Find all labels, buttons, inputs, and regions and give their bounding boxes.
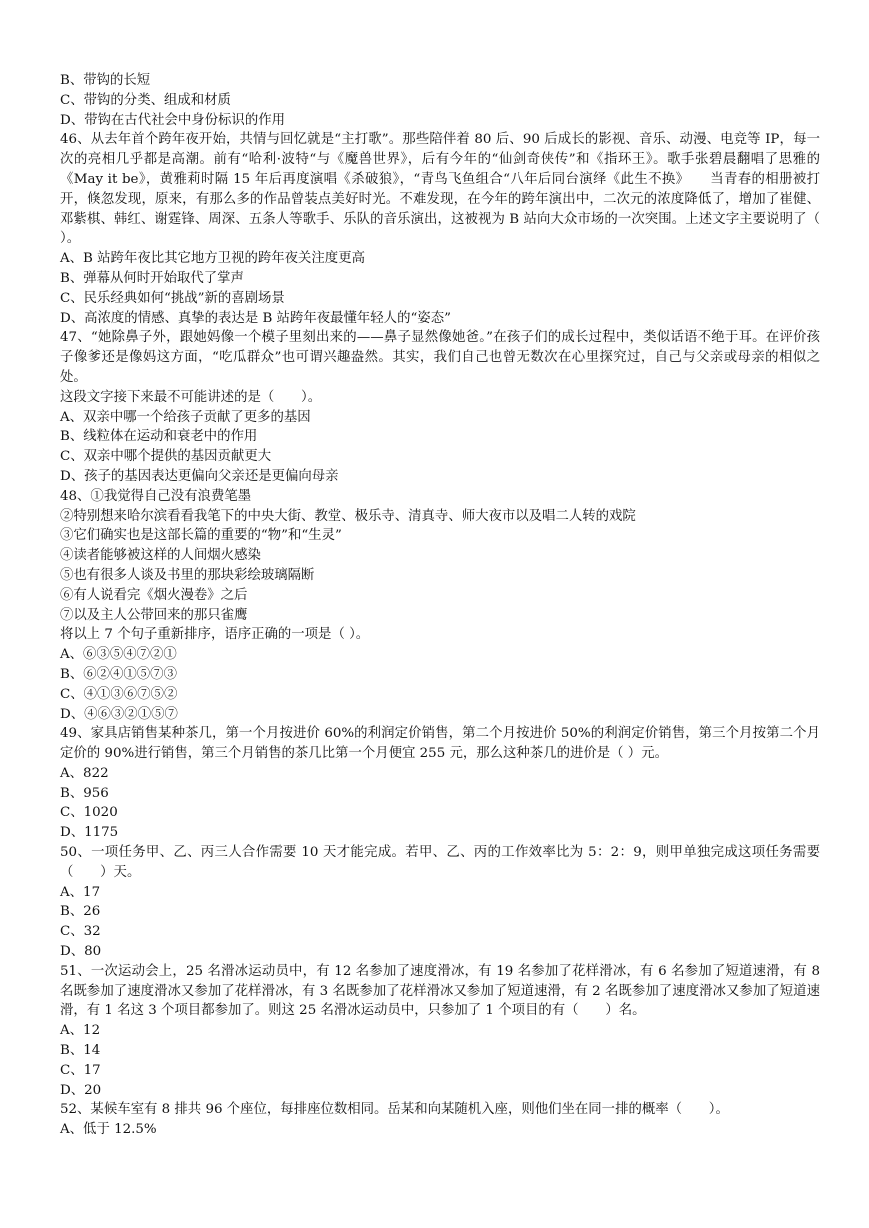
- q50-option-b: B、26: [60, 904, 101, 920]
- q47-stem: 47、“她除鼻子外，跟她妈像一个模子里刻出来的——鼻子显然像她爸。”在孩子们的成长过程中，类似话语不绝于耳。在评价孩子像爹还是像妈这方面，“吃瓜群众”也可谓兴趣盎然。其实，我们自己也曾无数次在心里探究过，自己与父亲或母亲的相似之处。: [60, 330, 820, 385]
- q46-option-c: C、民乐经典如何“挑战”新的喜剧场景: [60, 290, 285, 306]
- q48-sentence-7: ⑦以及主人公带回来的那只雀鹰: [60, 607, 248, 623]
- q49-option-b: B、956: [60, 785, 109, 801]
- q52-stem: 52、某候车室有 8 排共 96 个座位，每排座位数相同。岳某和向某随机入座，则他们坐在同一排的概率（ ）。: [60, 1102, 729, 1118]
- q49-stem: 49、家具店销售某种茶几，第一个月按进价 60%的利润定价销售，第二个月按进价 50%的利润定价销售，第三个月按第二个月定价的 90%进行销售，第三个月销售的茶几比第一个月便宜 255 元，那么这种茶几的进价是（ ）元。: [60, 726, 820, 762]
- document-page: [60, 71, 820, 1140]
- q48-option-b: B、⑥②④①⑤⑦③: [60, 666, 177, 682]
- q47-option-c: C、双亲中哪个提供的基因贡献更大: [60, 449, 272, 465]
- q48-sentence-1: 48、①我觉得自己没有浪费笔墨: [60, 488, 252, 504]
- q51-option-a: A、12: [60, 1023, 101, 1039]
- q49-option-c: C、1020: [60, 805, 118, 821]
- q45-option-d: D、带钩在古代社会中身份标识的作用: [60, 112, 285, 128]
- q48-sentence-6: ⑥有人说看完《烟火漫卷》之后: [60, 587, 248, 603]
- q50-stem: 50、一项任务甲、乙、丙三人合作需要 10 天才能完成。若甲、乙、丙的工作效率比为 5：2：9，则甲单独完成这项任务需要（ ）天。: [60, 845, 820, 880]
- q48-option-c: C、④①③⑥⑦⑤②: [60, 686, 178, 702]
- q45-option-c: C、带钩的分类、组成和材质: [60, 92, 231, 108]
- q48-sentence-5: ⑤也有很多人谈及书里的那块彩绘玻璃隔断: [60, 567, 315, 583]
- q47-option-d: D、孩子的基因表达更偏向父亲还是更偏向母亲: [60, 468, 339, 484]
- q51-stem: 51、一次运动会上，25 名滑冰运动员中，有 12 名参加了速度滑冰，有 19 名参加了花样滑冰，有 6 名参加了短道速滑，有 8 名既参加了速度滑冰又参加了花样滑冰，有 3 名既参加了花样滑冰又参加了短道速滑，有 2 名既参加了速度滑冰又参加了短道速滑，有 1 名这 3 个项目都参加了。则这 25 名滑冰运动员中，只参加了 1 个项目的有（ ）名。: [60, 963, 820, 1019]
- q47-question: 这段文字接下来最不可能讲述的是（ ）。: [60, 389, 322, 405]
- q45-option-b: B、带钩的长短: [60, 73, 151, 88]
- q46-option-d: D、高浓度的情感、真挚的表达是 B 站跨年夜最懂年轻人的“姿态”: [60, 310, 451, 326]
- q47-option-b: B、线粒体在运动和衰老中的作用: [60, 429, 258, 445]
- q48-sentence-4: ④读者能够被这样的人间烟火感染: [60, 548, 261, 564]
- q48-option-a: A、⑥③⑤④⑦②①: [60, 647, 177, 663]
- q48-sentence-3: ③它们确实也是这部长篇的重要的“物”和“生灵”: [60, 528, 342, 544]
- q51-option-c: C、17: [60, 1062, 101, 1078]
- q46-stem: 46、从去年首个跨年夜开始，共情与回忆就是“主打歌”。那些陪伴着 80 后、90 后成长的影视、音乐、动漫、电竞等 IP，每一次的亮相几乎都是高潮。前有“哈利·波特“与《魔兽世界》，后有今年的“仙剑奇侠传”和《指环王》。歌手张碧晨翻唱了思雅的《May it be》，黄雅莉时隔 15 年后再度演唱《杀破狼》，“青鸟飞鱼组合“八年后同台演绎《此生不换》 当青春的相册被打开，倏忽发现，原来，有那么多的作品曾装点美好时光。不难发现，在今年的跨年演出中，二次元的浓度降低了，增加了崔健、邓紫棋、韩红、谢霆锋、周深、五条人等歌手、乐队的音乐演出，这被视为 B 站向大众市场的一次突围。上述文字主要说明了（ ）。: [60, 132, 820, 247]
- q46-option-b: B、弹幕从何时开始取代了掌声: [60, 270, 244, 286]
- q51-option-b: B、14: [60, 1043, 101, 1059]
- q48-option-d: D、④⑥③②①⑤⑦: [60, 706, 178, 722]
- q52-option-a: A、低于 12.5%: [60, 1122, 157, 1138]
- q48-question: 将以上 7 个句子重新排序，语序正确的一项是（ ）。: [60, 627, 370, 643]
- q50-option-c: C、32: [60, 924, 101, 940]
- q46-option-a: A、B 站跨年夜比其它地方卫视的跨年夜关注度更高: [60, 251, 365, 267]
- q49-option-d: D、1175: [60, 825, 119, 841]
- q50-option-d: D、80: [60, 944, 102, 960]
- q49-option-a: A、822: [60, 765, 109, 781]
- q51-option-d: D、20: [60, 1082, 102, 1098]
- q48-sentence-2: ②特别想来哈尔滨看看我笔下的中央大街、教堂、极乐寺、清真寺、师大夜市以及唱二人转的戏院: [60, 508, 636, 524]
- q50-option-a: A、17: [60, 884, 101, 900]
- q47-option-a: A、双亲中哪一个给孩子贡献了更多的基因: [60, 409, 311, 425]
